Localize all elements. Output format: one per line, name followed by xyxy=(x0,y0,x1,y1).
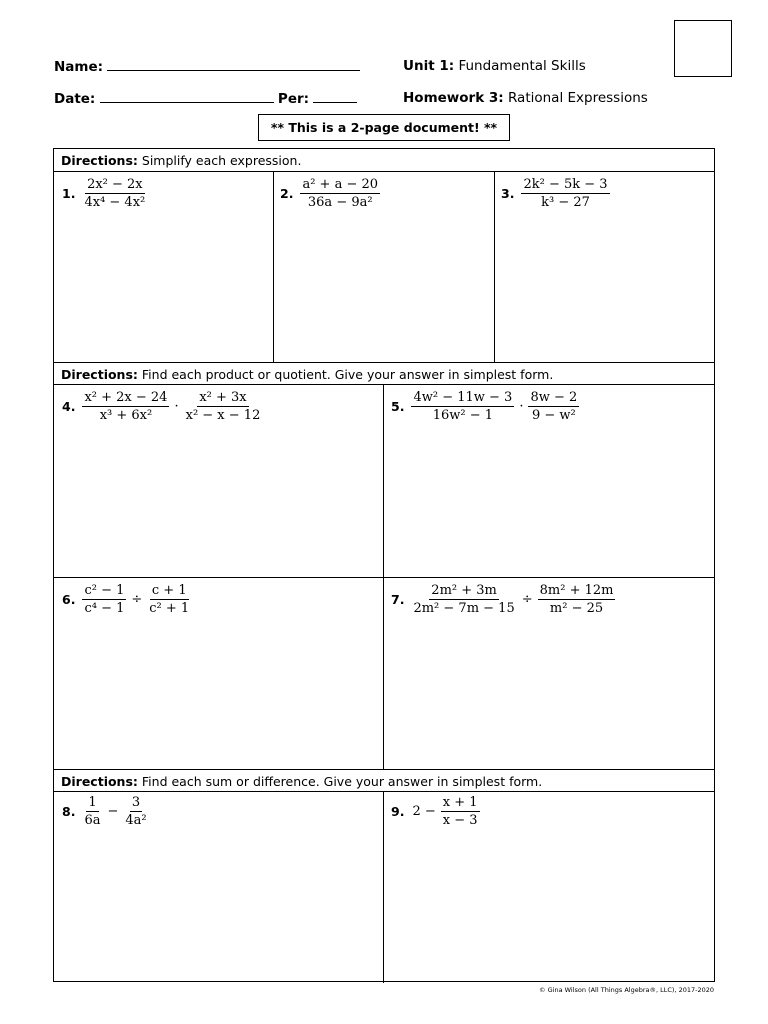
worksheet-grid xyxy=(53,148,715,982)
fraction xyxy=(441,795,480,828)
numerator: c + 1 xyxy=(151,583,187,598)
denominator: 6a xyxy=(84,813,101,828)
numerator: x² + 3x xyxy=(199,390,247,405)
numerator: c² − 1 xyxy=(84,583,125,598)
name-field[interactable] xyxy=(107,58,360,71)
problem-number: 1. xyxy=(62,186,76,201)
problem-5 xyxy=(391,390,581,423)
problem-3 xyxy=(501,177,612,210)
denominator: c² + 1 xyxy=(149,601,190,616)
directions-text: Simplify each expression. xyxy=(141,153,302,168)
unit-label: Unit 1: xyxy=(403,58,455,74)
numerator: 2x² − 2x xyxy=(87,177,143,192)
fraction xyxy=(411,583,516,616)
denominator: k³ − 27 xyxy=(541,195,590,210)
numerator: 4w² − 11w − 3 xyxy=(413,390,513,405)
fraction xyxy=(82,795,102,828)
operator: ÷ xyxy=(131,592,143,607)
date-per-line xyxy=(54,90,357,107)
directions-label: Directions: xyxy=(61,153,138,168)
copyright-notice: © Gina Wilson (All Things Algebra®, LLC), 2017-2020 xyxy=(539,986,714,994)
problem-7 xyxy=(391,583,617,616)
denominator: 36a − 9a² xyxy=(307,195,373,210)
fraction xyxy=(82,177,147,210)
operator: · xyxy=(519,399,524,414)
problem-number: 9. xyxy=(391,804,405,819)
fraction xyxy=(82,583,126,616)
homework-title: Rational Expressions xyxy=(507,90,648,106)
directions-label: Directions: xyxy=(61,774,138,789)
unit-line xyxy=(403,58,586,74)
per-label: Per: xyxy=(277,91,310,107)
fraction xyxy=(521,177,609,210)
denominator: c⁴ − 1 xyxy=(84,601,125,616)
denominator: 4x⁴ − 4x² xyxy=(84,195,146,210)
directions-sum-difference xyxy=(61,774,542,789)
denominator: x³ + 6x² xyxy=(99,408,153,423)
denominator: m² − 25 xyxy=(549,601,604,616)
directions-simplify xyxy=(61,153,301,168)
numerator: a² + a − 20 xyxy=(302,177,379,192)
directions-product-quotient xyxy=(61,367,553,382)
fraction xyxy=(147,583,191,616)
operator: ÷ xyxy=(521,592,533,607)
problem-number: 8. xyxy=(62,804,76,819)
fraction xyxy=(184,390,263,423)
numerator: 8w − 2 xyxy=(530,390,578,405)
numerator: x + 1 xyxy=(442,795,478,810)
period-field[interactable] xyxy=(313,90,357,103)
name-label: Name: xyxy=(54,59,104,75)
homework-label: Homework 3: xyxy=(403,90,504,106)
denominator: 9 − w² xyxy=(531,408,576,423)
numerator: 8m² + 12m xyxy=(539,583,614,598)
score-box xyxy=(674,20,732,77)
name-line xyxy=(54,58,360,75)
problem-number: 2. xyxy=(280,186,294,201)
numerator: 3 xyxy=(131,795,141,810)
fraction xyxy=(528,390,579,423)
problem-number: 6. xyxy=(62,592,76,607)
denominator: x − 3 xyxy=(442,813,478,828)
fraction xyxy=(411,390,514,423)
problem-9 xyxy=(391,795,482,828)
fraction xyxy=(82,390,169,423)
denominator: x² − x − 12 xyxy=(185,408,261,423)
problem-8 xyxy=(62,795,151,828)
fraction xyxy=(123,795,148,828)
problem-number: 4. xyxy=(62,399,76,414)
date-label: Date: xyxy=(54,91,96,107)
numerator: 2k² − 5k − 3 xyxy=(523,177,608,192)
expression-prefix: 2 − xyxy=(412,804,436,819)
operator: − xyxy=(107,804,119,819)
problem-6 xyxy=(62,583,193,616)
fraction xyxy=(538,583,616,616)
denominator: 2m² − 7m − 15 xyxy=(413,601,515,616)
unit-title: Fundamental Skills xyxy=(458,58,586,74)
problem-number: 5. xyxy=(391,399,405,414)
problem-1 xyxy=(62,177,149,210)
problem-4 xyxy=(62,390,264,423)
fraction xyxy=(300,177,380,210)
denominator: 16w² − 1 xyxy=(432,408,494,423)
numerator: 2m² + 3m xyxy=(431,583,497,598)
directions-label: Directions: xyxy=(61,367,138,382)
numerator: x² + 2x − 24 xyxy=(84,390,168,405)
operator: · xyxy=(174,399,179,414)
homework-line xyxy=(403,90,648,106)
denominator: 4a² xyxy=(125,813,147,828)
problem-2 xyxy=(280,177,382,210)
problem-number: 7. xyxy=(391,592,405,607)
problem-number: 3. xyxy=(501,186,515,201)
numerator: 1 xyxy=(88,795,97,810)
two-page-note: ** This is a 2-page document! ** xyxy=(258,114,510,141)
date-field[interactable] xyxy=(100,90,274,103)
directions-text: Find each sum or difference. Give your answer in simplest form. xyxy=(141,774,543,789)
directions-text: Find each product or quotient. Give your answer in simplest form. xyxy=(141,367,554,382)
